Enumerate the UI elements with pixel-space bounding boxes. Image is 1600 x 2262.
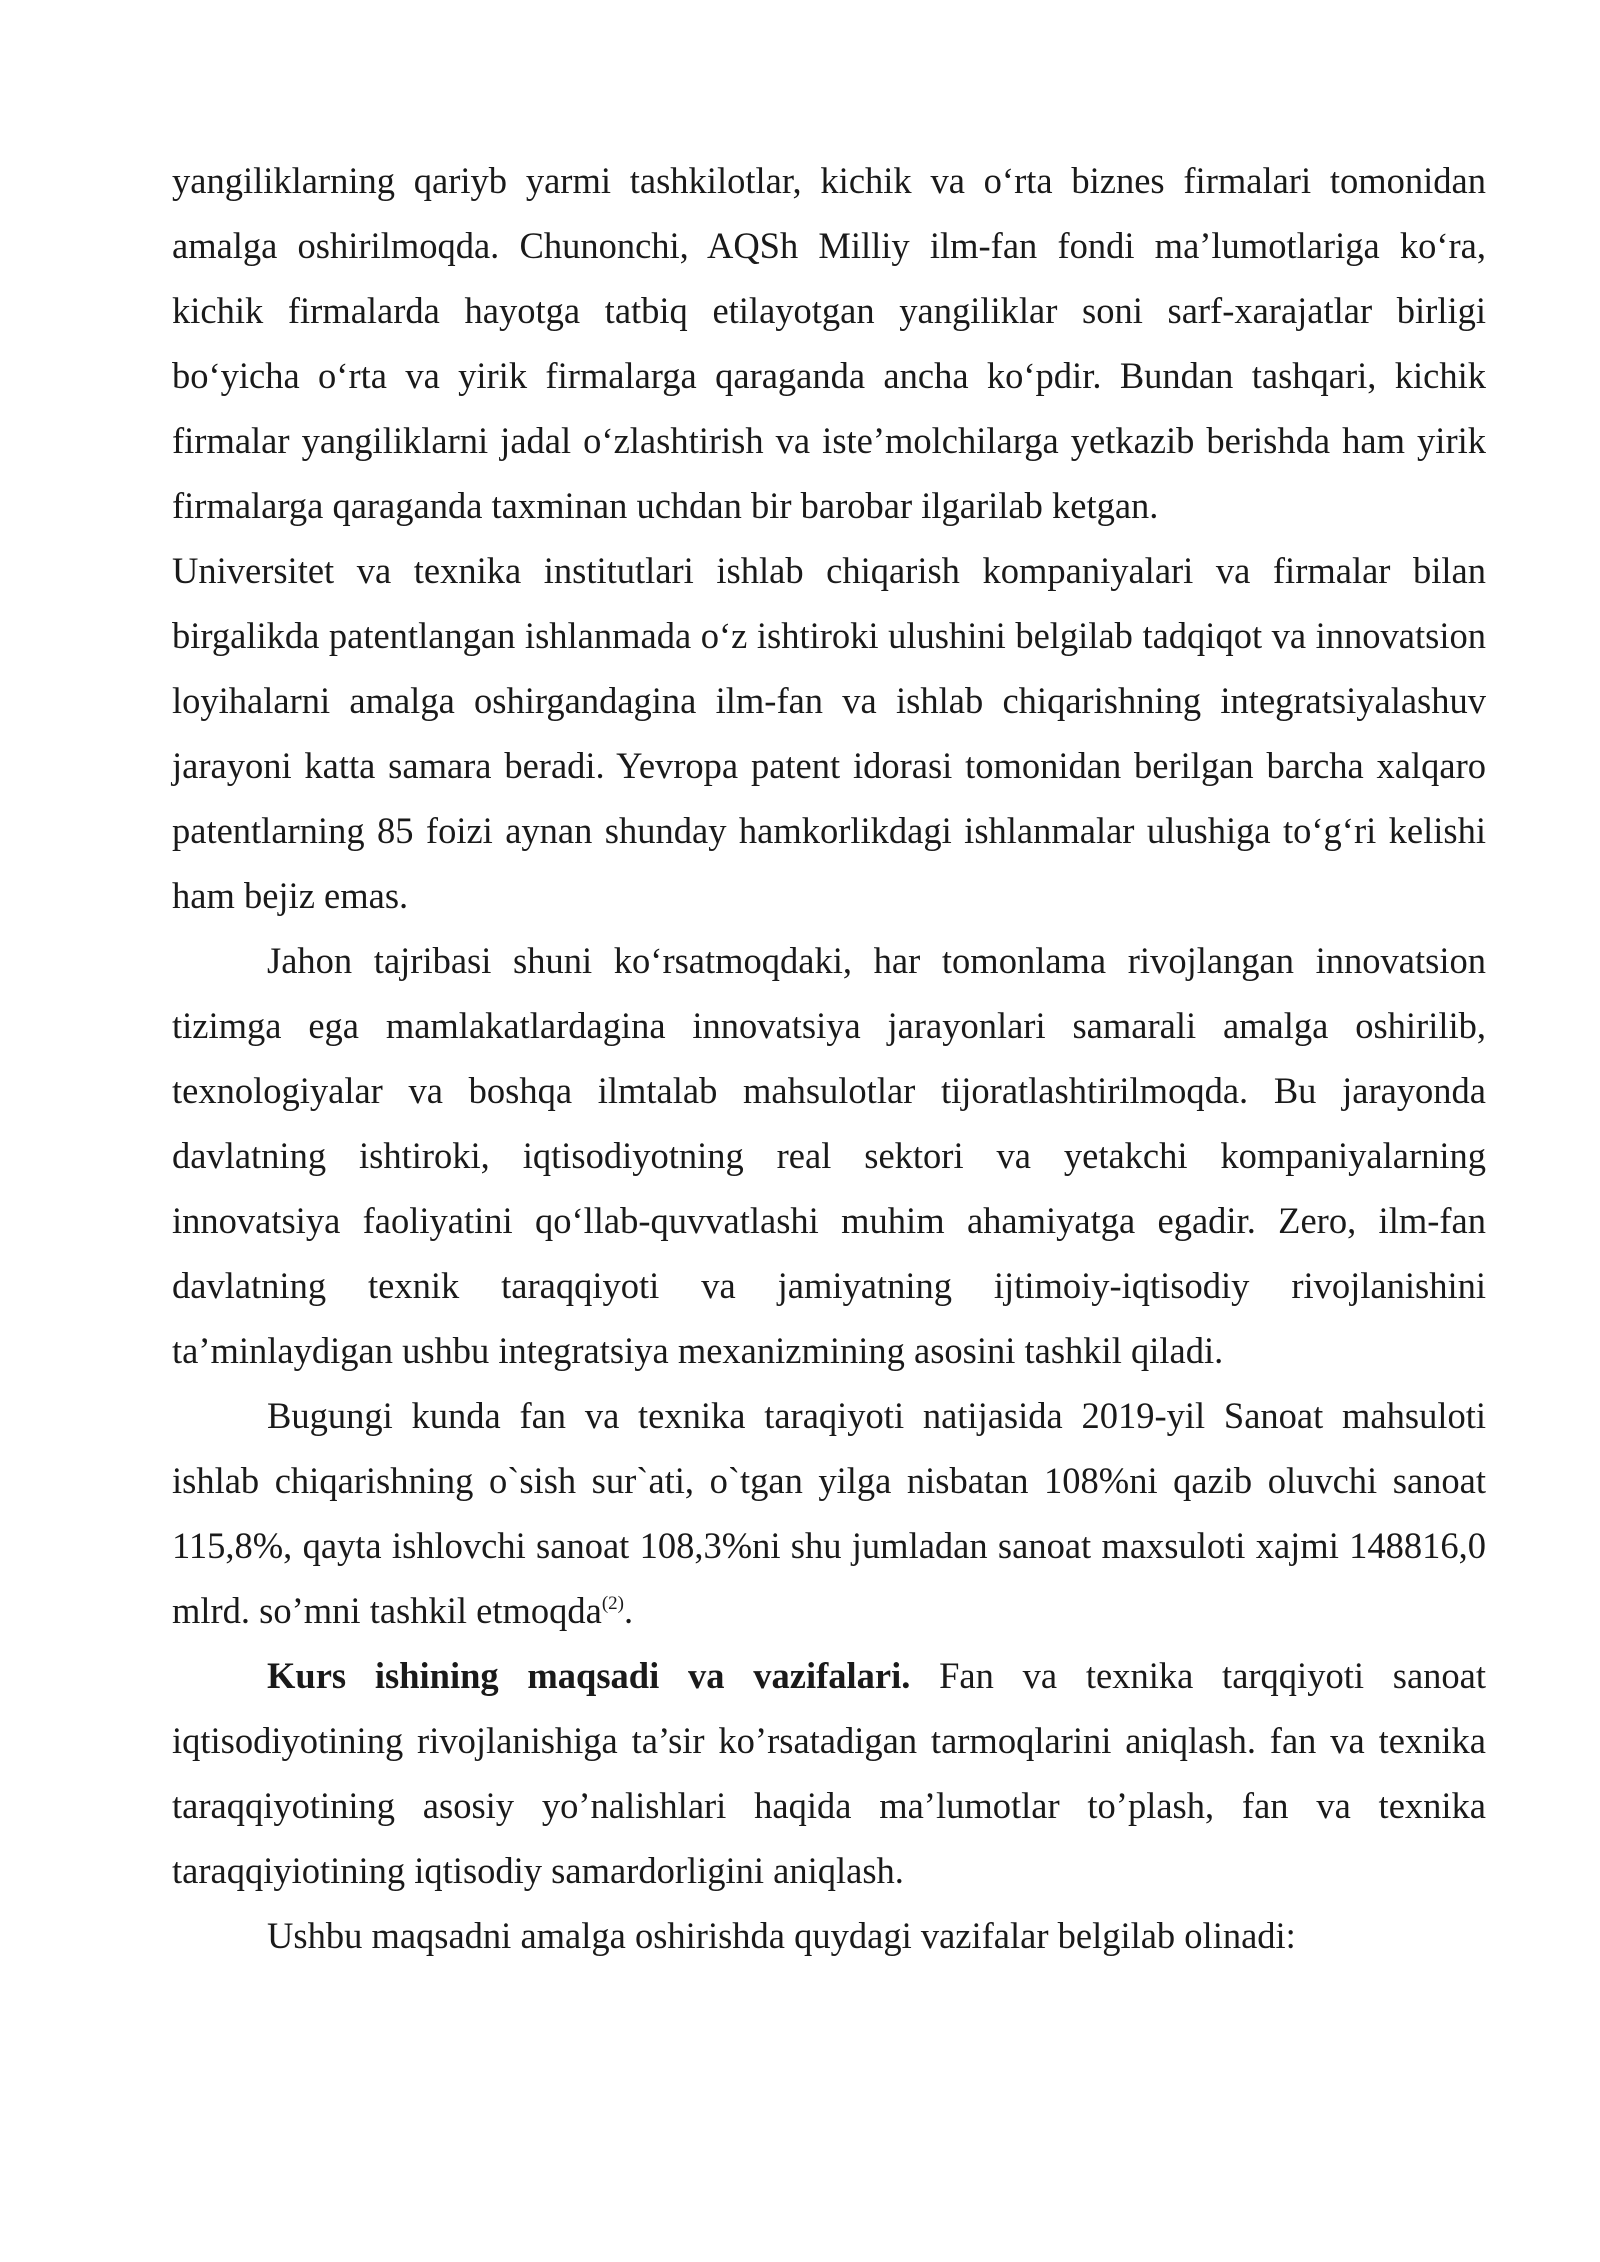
goals-heading: Kurs ishining maqsadi va vazifalari. (267, 1655, 911, 1696)
document-page (172, 148, 1486, 1968)
footnote-reference: (2) (601, 1593, 624, 1614)
goals-text: Fan va texnika tarqqiyoti sanoat iqtisodiyotining rivojlanishiga ta’sir ko’rsatadigan tarmoqlarini aniqlash. fan va texnika taraqqiyotining asosiy yo’nalishlari haqida ma’lumotlar to’plash, fan va texnika taraqqiyiotining iqtisodiy samardorligini aniqlash. (172, 1655, 1486, 1891)
industry-stats-end: . (624, 1590, 634, 1631)
paragraph-industry-stats (172, 1383, 1486, 1643)
paragraph-world-experience: Jahon tajribasi shuni ko‘rsatmoqdaki, har tomonlama rivojlangan innovatsion tizimga ega mamlakatlardagina innovatsiya jarayonlari samarali amalga oshirilib, texnologiyalar va boshqa ilmtalab mahsulotlar tijoratlashtirilmoqda. Bu jarayonda davlatning ishtiroki, iqtisodiyotning real sektori va yetakchi kompaniyalarning innovatsiya faoliyatini qo‘llab-quvvatlashi muhim ahamiyatga egadir. Zero, ilm-fan davlatning texnik taraqqiyoti va jamiyatning ijtimoiy-iqtisodiy rivojlanishini ta’minlaydigan ushbu integratsiya mexanizmining asosini tashkil qiladi. (172, 940, 1486, 1371)
paragraph-goals (172, 1643, 1486, 1903)
industry-stats-text: Bugungi kunda fan va texnika taraqiyoti natijasida 2019-yil Sanoat mahsuloti ishlab chiqarishning o`sish sur`ati, o`tgan yilga nisbatan 108%ni qazib oluvchi sanoat 115,8%, qayta ishlovchi sanoat 108,3%ni shu jumladan sanoat maxsuloti xajmi 148816,0 mlrd. so’mni tashkil etmoqda (172, 1395, 1486, 1631)
paragraph-universities: Universitet va texnika institutlari ishlab chiqarish kompaniyalari va firmalar bilan birgalikda patentlangan ishlanmada o‘z ishtiroki ulushini belgilab tadqiqot va innovatsion loyihalarni amalga oshirgandagina ilm-fan va ishlab chiqarishning integratsiyalashuv jarayoni katta samara beradi. Yevropa patent idorasi tomonidan berilgan barcha xalqaro patentlarning 85 foizi aynan shunday hamkorlikdagi ishlanmalar ulushiga to‘g‘ri kelishi ham bejiz emas. (172, 550, 1486, 916)
paragraph-small-firms: yangiliklarning qariyb yarmi tashkilotlar, kichik va o‘rta biznes firmalari tomonidan amalga oshirilmoqda. Chunonchi, AQSh Milliy ilm-fan fondi ma’lumotlariga ko‘ra, kichik firmalarda hayotga tatbiq etilayotgan yangiliklar soni sarf-xarajatlar birligi bo‘yicha o‘rta va yirik firmalarga qaraganda ancha ko‘pdir. Bundan tashqari, kichik firmalar yangiliklarni jadal o‘zlashtirish va iste’molchilarga yetkazib berishda ham yirik firmalarga qaraganda taxminan uchdan bir barobar ilgarilab ketgan. (172, 160, 1486, 526)
paragraph-tasks-intro: Ushbu maqsadni amalga oshirishda quydagi vazifalar belgilab olinadi: (267, 1915, 1296, 1956)
